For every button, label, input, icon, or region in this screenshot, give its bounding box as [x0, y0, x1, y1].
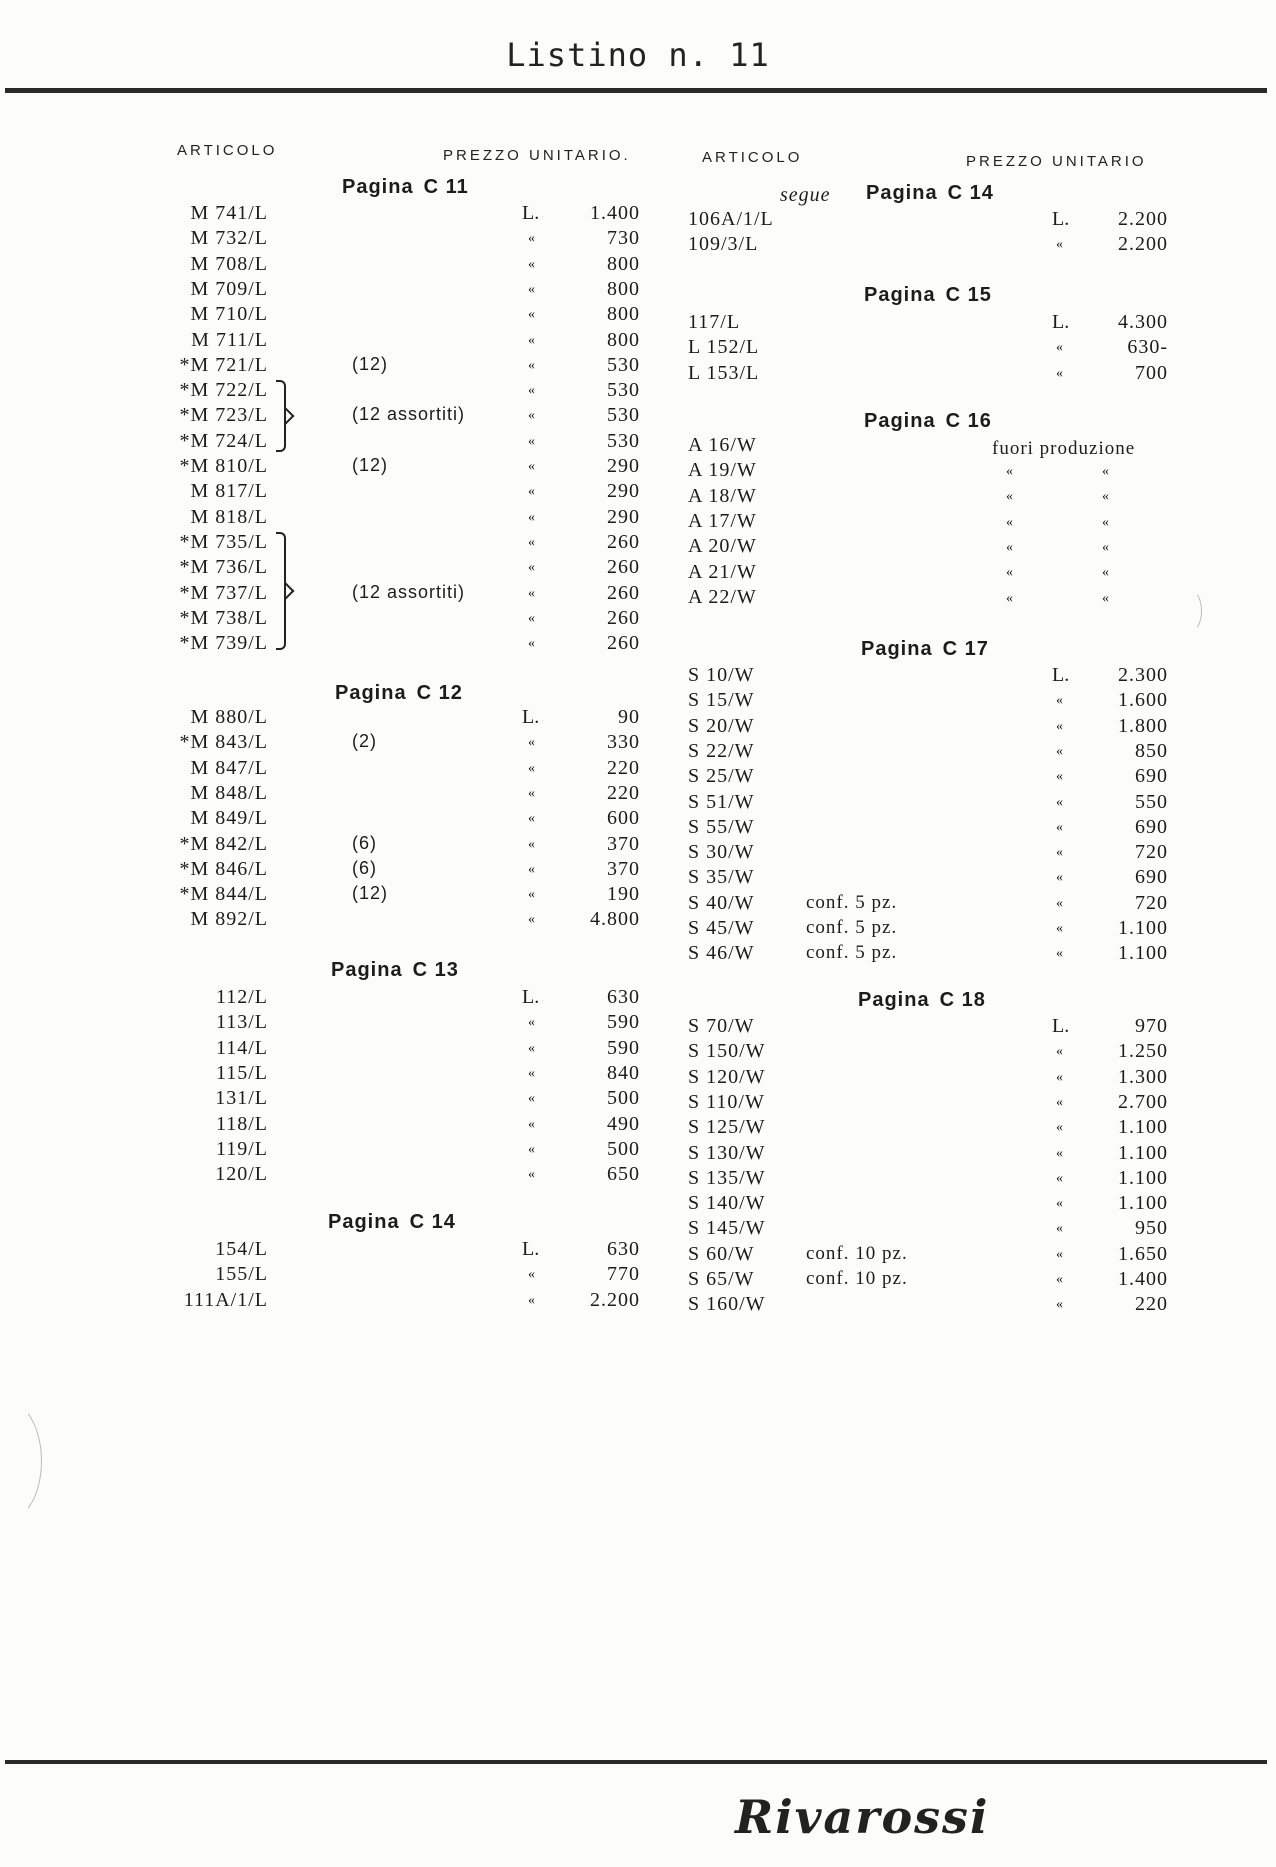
item-price: 220 — [607, 756, 640, 779]
item-currency: « — [1056, 794, 1064, 810]
ditto-mark: « — [1006, 514, 1014, 530]
item-price: 550 — [1135, 790, 1168, 813]
item-currency: « — [528, 459, 536, 474]
ditto-mark: « — [1102, 514, 1110, 530]
item-currency: « — [1056, 1145, 1064, 1161]
page-heading-label: Pagina — [858, 989, 930, 1011]
item-note: (12 assortiti) — [352, 404, 466, 425]
page-heading-code: C 15 — [945, 284, 992, 306]
item-code: 119/L — [215, 1137, 268, 1160]
item-price: 220 — [607, 781, 640, 804]
item-price: 90 — [618, 706, 640, 728]
item-price: 600 — [607, 807, 640, 830]
header-prezzo-left: PREZZO UNITARIO. — [443, 147, 631, 164]
page-heading-label: Pagina — [335, 682, 407, 704]
item-currency: « — [528, 256, 536, 272]
item-price: 730 — [607, 227, 640, 250]
item-price: 2.200 — [1118, 233, 1168, 256]
item-price: 630 — [607, 986, 640, 1008]
item-code: *M 737/L — [179, 581, 268, 604]
item-note: (6) — [352, 832, 377, 853]
item-code: A 17/W — [688, 509, 757, 532]
item-price: 2.200 — [1118, 208, 1168, 230]
item-currency: « — [528, 1141, 536, 1157]
item-code: *M 810/L — [179, 455, 268, 477]
item-code: L 153/L — [688, 361, 760, 384]
item-currency: « — [528, 307, 536, 323]
item-currency: « — [528, 811, 536, 827]
page-heading — [861, 638, 989, 661]
item-price: 650 — [607, 1163, 640, 1186]
item-currency: « — [1056, 946, 1064, 962]
item-currency: « — [528, 912, 536, 928]
item-price: 1.100 — [1118, 1141, 1168, 1164]
item-currency: « — [1056, 1069, 1064, 1085]
item-note: conf. 5 pz. — [806, 891, 898, 913]
item-currency: « — [528, 1040, 536, 1056]
item-currency: « — [1056, 1170, 1064, 1186]
item-code: S 46/W — [688, 942, 755, 965]
item-note: (12) — [352, 353, 389, 374]
item-code: M 847/L — [190, 756, 268, 779]
item-price: 850 — [1135, 739, 1168, 762]
item-currency: « — [528, 357, 536, 373]
item-price: 4.800 — [590, 908, 640, 931]
item-code: S 22/W — [688, 739, 755, 762]
page-heading-label: Pagina — [864, 284, 936, 306]
item-note: (6) — [352, 857, 377, 878]
item-currency: L. — [1052, 664, 1070, 686]
item-code: S 40/W — [688, 891, 755, 914]
item-note: conf. 10 pz. — [806, 1268, 908, 1289]
item-code: S 55/W — [688, 815, 755, 838]
brand-logo: Rivarossi — [735, 1790, 990, 1844]
item-code: 109/3/L — [688, 233, 759, 256]
header-articolo-right: ARTICOLO — [702, 149, 803, 166]
item-code: S 70/W — [688, 1015, 755, 1037]
page-heading — [335, 682, 463, 705]
item-currency: « — [1056, 845, 1064, 861]
item-price: 530 — [607, 353, 640, 376]
page-heading-code: C 12 — [416, 682, 463, 704]
item-price: 800 — [607, 303, 640, 326]
item-price: 220 — [1135, 1293, 1168, 1316]
item-price: 700 — [1135, 361, 1168, 384]
page-heading — [864, 284, 992, 307]
item-price: 2.300 — [1118, 664, 1168, 686]
item-price: 970 — [1135, 1015, 1168, 1037]
item-code: S 51/W — [688, 790, 755, 813]
item-currency: « — [528, 610, 536, 626]
item-currency: « — [1056, 1246, 1064, 1262]
item-code: M 732/L — [190, 227, 268, 250]
bottom-rule — [5, 1760, 1267, 1764]
item-currency: « — [1056, 340, 1064, 356]
item-currency: « — [1056, 1272, 1064, 1287]
item-currency: « — [1056, 895, 1064, 911]
item-price: 720 — [1135, 841, 1168, 864]
item-currency: L. — [522, 1238, 540, 1260]
item-currency: « — [528, 408, 536, 424]
item-currency: « — [1056, 743, 1064, 759]
item-code: M 849/L — [190, 807, 268, 830]
item-price: 770 — [607, 1263, 640, 1286]
item-code: *M 736/L — [179, 556, 268, 579]
item-code: A 20/W — [688, 535, 757, 558]
item-currency: L. — [1052, 1015, 1070, 1037]
item-code: M 711/L — [191, 328, 268, 351]
item-code: S 60/W — [688, 1242, 755, 1265]
item-code: 114/L — [215, 1036, 268, 1059]
item-code: *M 844/L — [179, 883, 268, 906]
out-of-production-label: fuori produzione — [992, 438, 1136, 459]
item-price: 800 — [607, 328, 640, 351]
page-heading-label: Pagina — [861, 638, 933, 660]
item-code: S 45/W — [688, 917, 755, 939]
item-code: M 880/L — [190, 706, 268, 728]
item-currency: « — [528, 585, 536, 601]
item-price: 950 — [1135, 1217, 1168, 1240]
item-price: 690 — [1135, 815, 1168, 838]
item-code: S 125/W — [688, 1116, 766, 1139]
item-price: 500 — [607, 1087, 640, 1110]
ditto-mark: « — [1102, 565, 1110, 581]
item-code: S 110/W — [688, 1090, 765, 1113]
item-code: S 150/W — [688, 1040, 766, 1063]
item-price: 370 — [607, 832, 640, 855]
item-price: 260 — [607, 556, 640, 579]
item-currency: « — [528, 383, 536, 399]
item-currency: « — [528, 861, 536, 877]
item-price: 260 — [607, 530, 640, 553]
item-currency: « — [1056, 921, 1064, 936]
ditto-mark: « — [1006, 539, 1014, 555]
page-heading-code: C 13 — [412, 959, 459, 981]
ditto-mark: « — [1006, 489, 1014, 505]
item-currency: « — [528, 484, 536, 500]
item-price: 500 — [607, 1137, 640, 1160]
item-code: *M 842/L — [179, 832, 268, 855]
item-currency: « — [1056, 870, 1064, 886]
item-currency: L. — [1052, 208, 1070, 230]
item-code: S 135/W — [688, 1166, 766, 1189]
item-code: A 18/W — [688, 484, 757, 507]
item-price: 690 — [1135, 866, 1168, 889]
item-code: M 817/L — [190, 480, 268, 503]
item-note: conf. 10 pz. — [806, 1242, 908, 1264]
item-code: S 120/W — [688, 1065, 766, 1088]
item-currency: L. — [522, 986, 540, 1008]
page-heading-code: C 11 — [423, 176, 469, 198]
item-currency: « — [528, 1015, 536, 1031]
item-code: 154/L — [215, 1238, 268, 1260]
item-note: (12 assortiti) — [352, 581, 466, 602]
item-currency: L. — [522, 202, 540, 224]
item-currency: « — [528, 1267, 536, 1283]
item-currency: « — [1056, 1297, 1064, 1313]
item-currency: « — [528, 509, 536, 525]
item-currency: « — [1056, 819, 1064, 835]
item-price: 260 — [607, 632, 640, 655]
item-price: 1.650 — [1118, 1242, 1168, 1265]
item-currency: « — [1056, 769, 1064, 785]
item-code: 118/L — [215, 1112, 268, 1135]
item-price: 530 — [607, 429, 640, 452]
item-price: 4.300 — [1118, 311, 1168, 333]
item-code: *M 738/L — [179, 606, 268, 629]
item-code: M 818/L — [190, 505, 268, 528]
item-currency: « — [1056, 237, 1064, 253]
header-prezzo-right: PREZZO UNITARIO — [966, 153, 1147, 170]
page-heading-label: Pagina — [866, 182, 938, 204]
item-code: 155/L — [215, 1263, 268, 1286]
item-code: 117/L — [688, 311, 741, 333]
item-code: *M 735/L — [179, 530, 268, 553]
item-currency: « — [528, 785, 536, 801]
item-code: S 65/W — [688, 1268, 755, 1290]
item-code: M 708/L — [190, 252, 268, 275]
item-code: M 848/L — [190, 781, 268, 804]
item-price: 800 — [607, 252, 640, 275]
item-currency: L. — [1052, 311, 1070, 333]
paper-mark — [1180, 590, 1202, 632]
item-code: *M 846/L — [179, 857, 268, 880]
page-heading — [328, 1211, 456, 1234]
item-price: 260 — [607, 606, 640, 629]
item-currency: « — [528, 735, 536, 751]
item-note: conf. 5 pz. — [806, 917, 898, 938]
page-heading-label: Pagina — [331, 959, 403, 981]
item-price: 290 — [607, 455, 640, 477]
item-currency: « — [1056, 1120, 1064, 1136]
item-price: 1.800 — [1118, 714, 1168, 737]
item-currency: « — [528, 887, 536, 903]
page-heading-label: Pagina — [864, 410, 936, 432]
item-code: 111A/1/L — [183, 1288, 268, 1311]
ditto-mark: « — [1102, 489, 1110, 505]
item-code: M 741/L — [190, 202, 268, 224]
item-code: S 20/W — [688, 714, 755, 737]
item-code: 131/L — [215, 1087, 268, 1110]
item-currency: « — [528, 1116, 536, 1132]
item-currency: L. — [522, 706, 540, 728]
item-price: 530 — [607, 404, 640, 427]
page-heading-code: C 18 — [939, 989, 986, 1011]
header-articolo-left: ARTICOLO — [177, 142, 278, 159]
item-price: 590 — [607, 1011, 640, 1034]
item-code: *M 722/L — [179, 379, 268, 402]
item-code: S 145/W — [688, 1217, 766, 1240]
ditto-mark: « — [1006, 464, 1014, 479]
item-currency: « — [528, 534, 536, 550]
page-heading — [866, 182, 994, 205]
item-price: 1.100 — [1118, 1192, 1168, 1215]
item-price: 1.250 — [1118, 1040, 1168, 1063]
item-price: 1.100 — [1118, 917, 1168, 939]
item-currency: « — [528, 636, 536, 652]
item-price: 840 — [607, 1061, 640, 1084]
item-code: S 160/W — [688, 1293, 766, 1316]
item-note: (12) — [352, 455, 389, 475]
page-heading-prefix: segue — [780, 184, 831, 206]
item-code: S 30/W — [688, 841, 755, 864]
item-currency: « — [1056, 693, 1064, 709]
ditto-mark: « — [1102, 539, 1110, 555]
item-currency: « — [528, 1091, 536, 1107]
item-code: A 21/W — [688, 560, 757, 583]
item-price: 630- — [1127, 336, 1168, 359]
item-currency: « — [528, 760, 536, 776]
item-price: 1.100 — [1118, 942, 1168, 965]
item-currency: « — [1056, 1221, 1064, 1237]
item-code: S 35/W — [688, 866, 755, 889]
item-code: 120/L — [215, 1163, 268, 1186]
item-price: 530 — [607, 379, 640, 402]
page-heading-code: C 14 — [947, 182, 994, 204]
item-price: 1.400 — [590, 202, 640, 224]
item-code: S 140/W — [688, 1192, 766, 1215]
item-price: 690 — [1135, 765, 1168, 788]
item-price: 1.400 — [1118, 1268, 1168, 1290]
item-currency: « — [1056, 1196, 1064, 1212]
page-heading — [342, 176, 469, 199]
ditto-mark: « — [1006, 565, 1014, 581]
item-price: 1.600 — [1118, 689, 1168, 712]
item-currency: « — [1056, 1094, 1064, 1110]
item-price: 260 — [607, 581, 640, 604]
item-code: 106A/1/L — [688, 208, 774, 230]
item-code: *M 739/L — [179, 632, 268, 655]
item-price: 720 — [1135, 891, 1168, 914]
item-currency: « — [1056, 365, 1064, 381]
item-price: 190 — [607, 883, 640, 906]
page-heading — [858, 989, 986, 1012]
top-rule — [5, 88, 1267, 93]
item-currency: « — [528, 1292, 536, 1308]
page-heading-label: Pagina — [328, 1211, 400, 1233]
item-currency: « — [528, 1065, 536, 1081]
item-code: *M 723/L — [179, 404, 268, 427]
item-price: 370 — [607, 857, 640, 880]
page-heading-label: Pagina — [342, 176, 414, 198]
item-code: S 10/W — [688, 664, 755, 686]
ditto-mark: « — [1102, 590, 1110, 606]
item-code: 112/L — [215, 986, 268, 1008]
item-code: M 892/L — [190, 908, 268, 931]
item-code: M 710/L — [190, 303, 268, 326]
page-heading — [864, 410, 992, 433]
item-code: *M 724/L — [179, 429, 268, 452]
item-code: A 22/W — [688, 585, 757, 608]
item-code: L 152/L — [688, 336, 760, 359]
item-note: (12) — [352, 883, 389, 904]
item-price: 2.200 — [590, 1288, 640, 1311]
item-price: 1.100 — [1118, 1166, 1168, 1189]
item-code: *M 721/L — [179, 353, 268, 376]
item-currency: « — [528, 231, 536, 247]
item-currency: « — [1056, 1044, 1064, 1060]
item-currency: « — [528, 1167, 536, 1183]
page-heading-code: C 17 — [942, 638, 989, 660]
paper-mark — [0, 1400, 42, 1522]
item-price: 590 — [607, 1036, 640, 1059]
item-code: S 25/W — [688, 765, 755, 788]
ditto-mark: « — [1102, 464, 1110, 479]
item-code: M 709/L — [190, 277, 268, 300]
item-currency: « — [528, 433, 536, 449]
item-price: 630 — [607, 1238, 640, 1260]
item-price: 490 — [607, 1112, 640, 1135]
page-heading-code: C 14 — [409, 1211, 456, 1233]
item-price: 290 — [607, 505, 640, 528]
item-code: S 15/W — [688, 689, 755, 712]
item-price: 1.100 — [1118, 1116, 1168, 1139]
item-code: 113/L — [215, 1011, 268, 1034]
item-code: A 19/W — [688, 459, 757, 482]
page-heading-code: C 16 — [945, 410, 992, 432]
item-price: 2.700 — [1118, 1090, 1168, 1113]
item-currency: « — [528, 836, 536, 852]
item-price: 800 — [607, 277, 640, 300]
item-code: *M 843/L — [179, 731, 268, 754]
item-note: conf. 5 pz. — [806, 942, 898, 964]
item-price: 1.300 — [1118, 1065, 1168, 1088]
item-currency: « — [528, 560, 536, 576]
page-title: Listino n. 11 — [506, 36, 770, 74]
item-code: S 130/W — [688, 1141, 766, 1164]
item-currency: « — [1056, 718, 1064, 734]
item-price: 290 — [607, 480, 640, 503]
ditto-mark: « — [1006, 590, 1014, 606]
item-price: 330 — [607, 731, 640, 754]
item-currency: « — [528, 281, 536, 297]
item-currency: « — [528, 332, 536, 348]
item-code: A 16/W — [688, 434, 757, 456]
page-heading — [331, 959, 459, 982]
item-code: 115/L — [215, 1061, 268, 1084]
item-note: (2) — [352, 731, 377, 752]
